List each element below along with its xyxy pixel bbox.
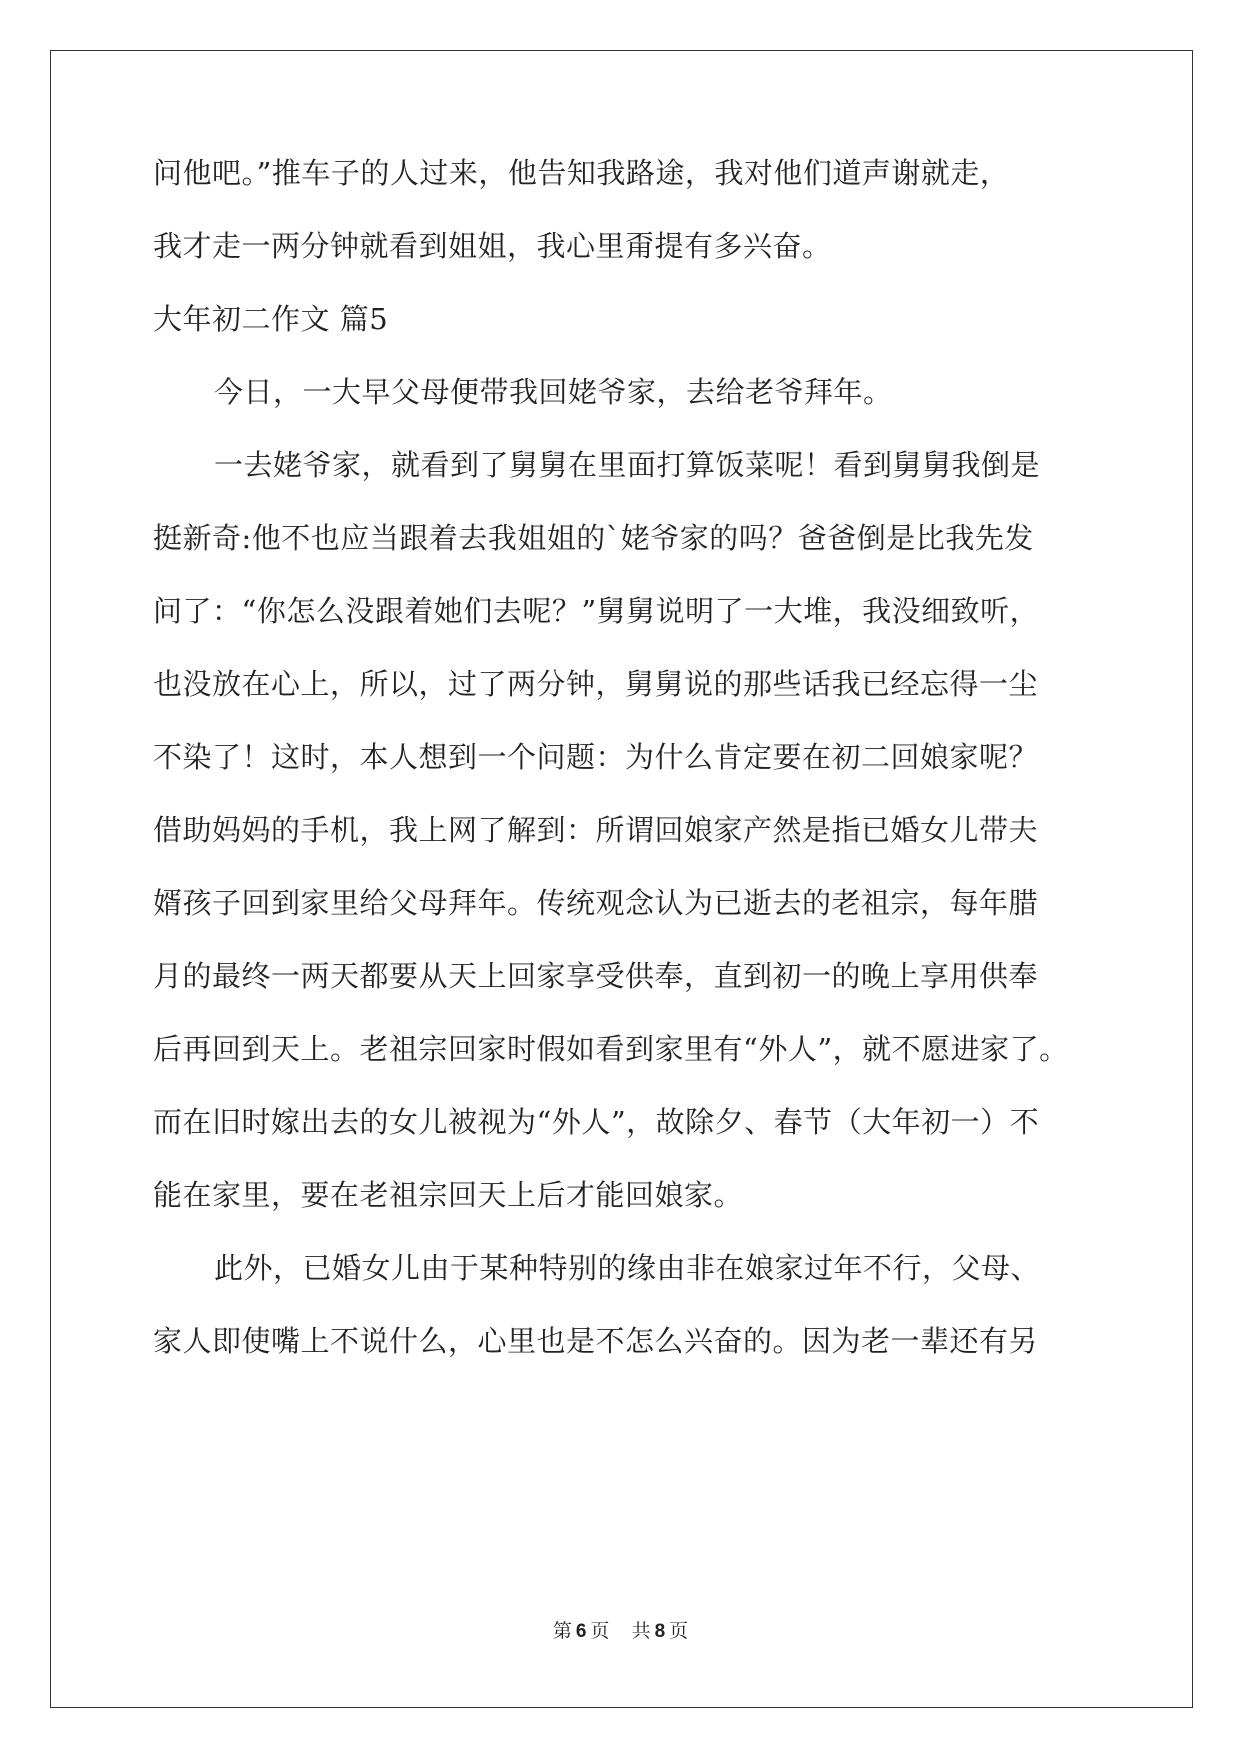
page-footer — [0, 1616, 1241, 1643]
footer-prefix: 第 — [552, 1620, 572, 1642]
footer-total-unit: 页 — [669, 1620, 689, 1642]
paragraph-start: 此外，已婚女儿由于某种特别的缘由非在娘家过年不行，父母、 — [214, 1251, 1041, 1285]
text-line: 我才走一两分钟就看到姐姐，我心里甭提有多兴奋。 — [153, 229, 832, 263]
total-pages-number: 8 — [654, 1621, 666, 1642]
text-line: 婿孩子回到家里给父母拜年。传统观念认为已逝去的老祖宗，每年腊 — [153, 886, 1039, 920]
text-line: 能在家里，要在老祖宗回天上后才能回娘家。 — [153, 1178, 744, 1212]
text-line: 不染了！这时，本人想到一个问题：为什么肯定要在初二回娘家呢？ — [153, 740, 1039, 774]
text-line: 月的最终一两天都要从天上回家享受供奉，直到初一的晚上享用供奉 — [153, 959, 1039, 993]
footer-page-unit: 页 — [590, 1620, 610, 1642]
text-line: 而在旧时嫁出去的女儿被视为“外人”，故除夕、春节（大年初一）不 — [153, 1105, 1040, 1139]
paragraph-start: 一去姥爷家，就看到了舅舅在里面打算饭菜呢！看到舅舅我倒是 — [214, 448, 1041, 482]
text-line: 挺新奇:他不也应当跟着去我姐姐的`姥爷家的吗？爸爸倒是比我先发 — [153, 521, 1034, 555]
footer-total-prefix: 共 — [631, 1620, 651, 1642]
section-heading: 大年初二作文 篇5 — [153, 302, 389, 336]
paragraph-start: 今日，一大早父母便带我回姥爷家，去给老爷拜年。 — [214, 375, 893, 409]
text-line: 问他吧。”推车子的人过来，他告知我路途，我对他们道声谢就走， — [153, 156, 1010, 190]
text-line: 问了：“你怎么没跟着她们去呢？”舅舅说明了一大堆，我没细致听， — [153, 594, 1040, 628]
text-line: 后再回到天上。老祖宗回家时假如看到家里有“外人”，就不愿进家了。 — [153, 1032, 1069, 1066]
text-line: 家人即使嘴上不说什么，心里也是不怎么兴奋的。因为老一辈还有另 — [153, 1324, 1039, 1358]
text-line: 也没放在心上，所以，过了两分钟，舅舅说的那些话我已经忘得一尘 — [153, 667, 1039, 701]
text-line: 借助妈妈的手机，我上网了解到：所谓回娘家产然是指已婚女儿带夫 — [153, 813, 1039, 847]
current-page-number: 6 — [575, 1621, 587, 1642]
